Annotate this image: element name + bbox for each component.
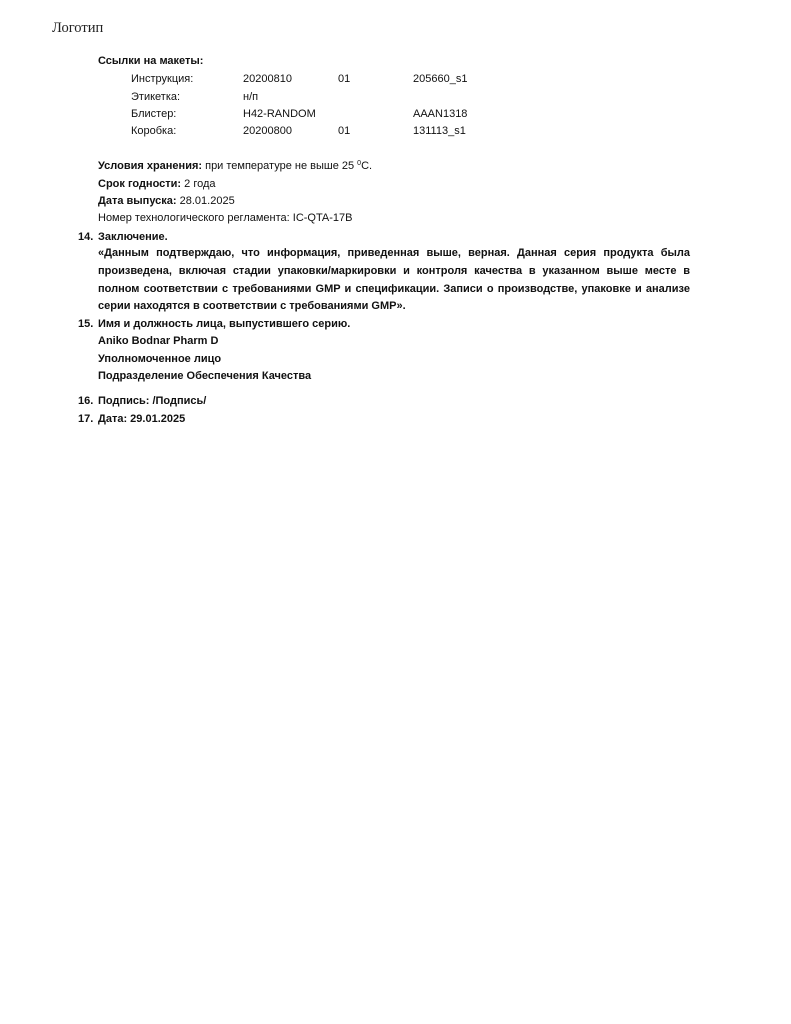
section-15-number: 15. xyxy=(78,318,94,330)
layout-code: H42-RANDOM xyxy=(243,108,316,120)
layout-code: 20200800 xyxy=(243,125,292,137)
section-16-number: 16. xyxy=(78,395,94,407)
layout-ref: 131113_s1 xyxy=(413,125,466,137)
section-14-title: Заключение. xyxy=(98,231,168,243)
person-department: Подразделение Обеспечения Качества xyxy=(98,370,312,382)
layout-label: Этикетка: xyxy=(131,91,181,103)
layout-code: 20200810 xyxy=(243,73,292,85)
layouts-title: Ссылки на макеты: xyxy=(98,55,204,67)
conclusion-text: «Данным подтверждаю, что информация, приведенная выше, верная. Данная серия продукта была произведена, включая стадии упаковки/маркировки и контроля качества в указанном выше месте в полном соответствии с требованиями GMP и спецификации. Записи о производстве, упаковке и анализе серии находятся в соответствии с требованиями GMP». xyxy=(98,247,690,313)
section-15-title: Имя и должность лица, выпустившего серию. xyxy=(98,318,351,330)
person-role: Уполномоченное лицо xyxy=(98,353,222,365)
section-17-number: 17. xyxy=(78,413,94,425)
regulation-number: Номер технологического регламента: IC-QTA-17B xyxy=(98,212,353,224)
storage-label: Условия хранения: xyxy=(98,160,203,172)
person-name: Aniko Bodnar Pharm D xyxy=(98,335,219,347)
layout-label: Блистер: xyxy=(131,108,177,120)
shelf-value: 2 года xyxy=(184,178,216,190)
layout-label: Инструкция: xyxy=(131,73,194,85)
layout-ref: AAAN1318 xyxy=(413,108,468,120)
release-label: Дата выпуска: xyxy=(98,195,177,207)
layout-label: Коробка: xyxy=(131,125,177,137)
date-line: Дата: 29.01.2025 xyxy=(98,413,186,425)
storage-unit: С. xyxy=(361,160,373,172)
shelf-life xyxy=(98,178,216,190)
layout-ref: 205660_s1 xyxy=(413,73,468,85)
storage-value: при температуре не выше 25 xyxy=(205,160,355,172)
logo-placeholder: Логотип xyxy=(52,20,104,36)
storage-degree: 0 xyxy=(357,160,362,167)
release-value: 28.01.2025 xyxy=(179,195,235,207)
section-14-number: 14. xyxy=(78,231,94,243)
storage-conditions xyxy=(98,160,372,172)
layout-version: 01 xyxy=(338,73,351,85)
signature-line: Подпись: /Подпись/ xyxy=(98,395,207,407)
release-date xyxy=(98,195,235,207)
shelf-label: Срок годности: xyxy=(98,178,182,190)
layout-code: н/п xyxy=(243,91,259,103)
layout-version: 01 xyxy=(338,125,351,137)
